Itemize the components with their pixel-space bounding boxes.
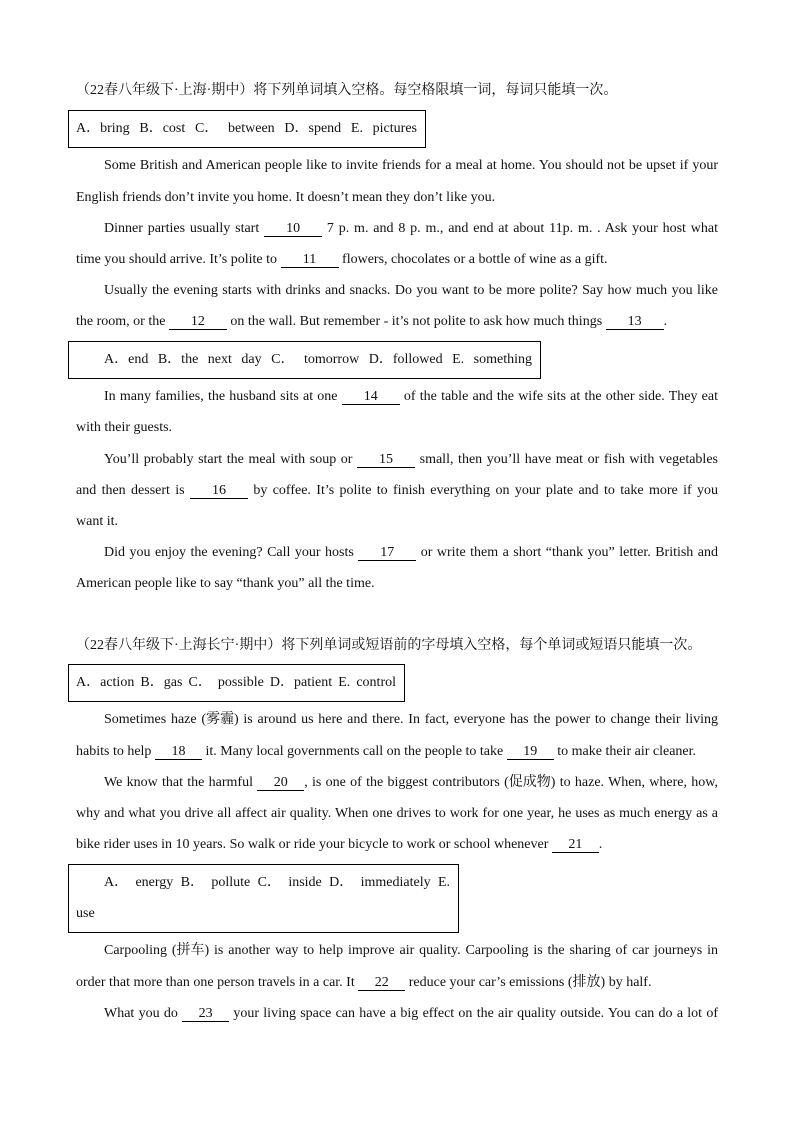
answer-blank-14: 14 bbox=[342, 390, 400, 405]
text-run: the room, or the bbox=[76, 314, 169, 330]
text-run: time you should arrive. It’s polite to bbox=[76, 251, 281, 267]
text-run: . bbox=[598, 837, 603, 853]
answer-blank-21: 21 bbox=[552, 838, 599, 853]
text-run: You’ll probably start the meal with soup or bbox=[104, 451, 358, 467]
text-run: of the table and the wife sits at the other side. They eat bbox=[399, 389, 718, 405]
answer-blank-17: 17 bbox=[358, 546, 416, 561]
answer-blank-22: 22 bbox=[358, 976, 405, 991]
text-run: English friends don’t invite you home. It doesn’t mean they don’t like you. bbox=[76, 189, 496, 205]
section-instruction: （22春八年级下·上海长宁·期中）将下列单词或短语前的字母填入空格，每个单词或短语只能填一次。 bbox=[76, 637, 702, 653]
text-line bbox=[76, 798, 718, 829]
text-line bbox=[76, 568, 718, 599]
answer-blank-16: 16 bbox=[190, 484, 248, 499]
line-content bbox=[104, 452, 718, 467]
section-instruction: （22春八年级下·上海·期中）将下列单词填入空格。每空格限填一词，每词只能填一次。 bbox=[76, 83, 618, 99]
answer-blank-13: 13 bbox=[606, 315, 664, 330]
line-content bbox=[76, 837, 602, 852]
paragraph-3 bbox=[76, 275, 718, 337]
text-run: Sometimes haze (雾霾) is around us here and there. In fact, everyone has the power to change their living bbox=[104, 712, 718, 728]
line-content bbox=[76, 975, 651, 990]
line-content bbox=[104, 775, 718, 790]
text-run: American people like to say “thank you” all the time. bbox=[76, 576, 375, 592]
text-line bbox=[76, 475, 718, 506]
text-run: Usually the evening starts with drinks and snacks. Do you want to be more polite? Say how much you like bbox=[104, 283, 718, 299]
text-line bbox=[76, 506, 718, 537]
text-run: small, then you’ll have meat or fish with vegetables bbox=[415, 451, 718, 467]
paragraph-9 bbox=[76, 935, 718, 997]
text-line bbox=[76, 935, 718, 966]
answer-blank-23: 23 bbox=[182, 1007, 229, 1022]
answer-blank-15: 15 bbox=[357, 453, 415, 468]
text-line bbox=[76, 537, 718, 568]
text-run: We know that the harmful bbox=[104, 774, 258, 790]
paragraph-7 bbox=[76, 704, 718, 766]
line-content: A．bring B．cost C． between D．spend E. pictures bbox=[76, 121, 417, 137]
line-content bbox=[76, 576, 375, 591]
exercise-section-2 bbox=[76, 630, 718, 1029]
text-line bbox=[76, 867, 450, 898]
paragraph-10 bbox=[76, 998, 718, 1029]
text-run: habits to help bbox=[76, 743, 155, 759]
line-content bbox=[104, 158, 718, 173]
text-run: . bbox=[663, 314, 668, 330]
text-run: and then dessert is bbox=[76, 482, 190, 498]
text-line bbox=[76, 381, 718, 412]
line-content: A．action B．gas C． possible D．patient E. control bbox=[76, 675, 396, 691]
line-content: A． energy B． pollute C． inside D． immediately E. bbox=[104, 875, 450, 891]
line-content bbox=[76, 420, 172, 435]
text-run: order that more than one person travels in a car. It bbox=[76, 974, 359, 990]
answer-blank-10: 10 bbox=[264, 222, 322, 237]
paragraph-6 bbox=[76, 537, 718, 599]
word-bank-2 bbox=[68, 341, 541, 379]
text-run: Carpooling (拼车) is another way to help improve air quality. Carpooling is the sharing of car journeys in bbox=[104, 943, 718, 959]
paragraph-1 bbox=[76, 150, 718, 212]
line-content bbox=[104, 1006, 718, 1021]
text-run: bike rider uses in 10 years. So walk or ride your bicycle to work or school whenever bbox=[76, 837, 552, 853]
text-run: want it. bbox=[76, 513, 118, 529]
word-bank-4 bbox=[68, 864, 459, 933]
line-content bbox=[76, 252, 608, 267]
paragraph-4 bbox=[76, 381, 718, 443]
text-line bbox=[76, 967, 718, 998]
text-run: , is one of the biggest contributors (促成物) to haze. When, where, how, bbox=[304, 774, 718, 790]
line-content bbox=[76, 514, 118, 529]
line-content bbox=[104, 283, 718, 298]
text-line bbox=[76, 306, 718, 337]
text-line bbox=[76, 412, 718, 443]
text-line bbox=[76, 767, 718, 798]
text-line bbox=[76, 213, 718, 244]
line-content bbox=[76, 190, 495, 205]
text-line bbox=[76, 736, 718, 767]
line-content bbox=[104, 943, 718, 958]
text-run: your living space can have a big effect on the air quality outside. You can do a lot of bbox=[229, 1005, 718, 1021]
word-bank-1 bbox=[68, 110, 426, 148]
text-line bbox=[76, 898, 450, 929]
text-line bbox=[76, 667, 396, 698]
text-run: by coffee. It’s polite to finish everything on your plate and to take more if you bbox=[247, 482, 719, 498]
text-line bbox=[76, 275, 718, 306]
line-content bbox=[104, 712, 718, 727]
text-line bbox=[76, 150, 718, 181]
text-line bbox=[76, 829, 718, 860]
text-run: 7 p. m. and 8 p. m., and end at about 11p. m. . Ask your host what bbox=[322, 220, 718, 236]
line-content: A．end B．the next day C． tomorrow D．followed E. something bbox=[104, 352, 532, 368]
text-run: Did you enjoy the evening? Call your hosts bbox=[104, 545, 359, 561]
answer-blank-18: 18 bbox=[155, 745, 202, 760]
text-line bbox=[76, 113, 417, 144]
text-run: why and what you drive all affect air quality. When one drives to work for one year, he uses as much energy as a bbox=[76, 806, 718, 822]
paragraph-2 bbox=[76, 213, 718, 275]
line-content bbox=[76, 314, 667, 329]
answer-blank-12: 12 bbox=[169, 315, 227, 330]
text-line bbox=[76, 444, 718, 475]
text-run: with their guests. bbox=[76, 420, 173, 436]
text-run: reduce your car’s emissions (排放) by half. bbox=[405, 974, 652, 990]
text-line bbox=[76, 182, 718, 213]
text-run: In many families, the husband sits at one bbox=[104, 389, 342, 405]
text-line bbox=[76, 344, 532, 375]
text-run: it. Many local governments call on the people to take bbox=[201, 743, 507, 759]
text-run: Some British and American people like to invite friends for a meal at home. You should not be upset if your bbox=[104, 158, 718, 174]
text-run: flowers, chocolates or a bottle of wine as a gift. bbox=[338, 251, 608, 267]
answer-blank-19: 19 bbox=[507, 745, 554, 760]
line-content bbox=[76, 483, 718, 498]
line-content bbox=[104, 221, 718, 236]
text-run: on the wall. But remember - it’s not polite to ask how much things bbox=[226, 314, 606, 330]
paragraph-8 bbox=[76, 767, 718, 861]
exercise-section-1 bbox=[76, 75, 718, 599]
text-line bbox=[76, 244, 718, 275]
paragraph-5 bbox=[76, 444, 718, 538]
line-content bbox=[104, 545, 718, 560]
text-run: Dinner parties usually start bbox=[104, 220, 265, 236]
line-content bbox=[104, 389, 718, 404]
line-content bbox=[76, 806, 718, 821]
line-content: use bbox=[76, 906, 95, 922]
answer-blank-11: 11 bbox=[281, 253, 339, 268]
text-run: What you do bbox=[104, 1005, 183, 1021]
word-bank-3 bbox=[68, 664, 405, 702]
text-run: to make their air cleaner. bbox=[553, 743, 697, 759]
answer-blank-20: 20 bbox=[257, 776, 304, 791]
text-run: or write them a short “thank you” letter. British and bbox=[416, 545, 718, 561]
line-content bbox=[76, 744, 696, 759]
text-line bbox=[76, 704, 718, 735]
text-line bbox=[76, 998, 718, 1029]
